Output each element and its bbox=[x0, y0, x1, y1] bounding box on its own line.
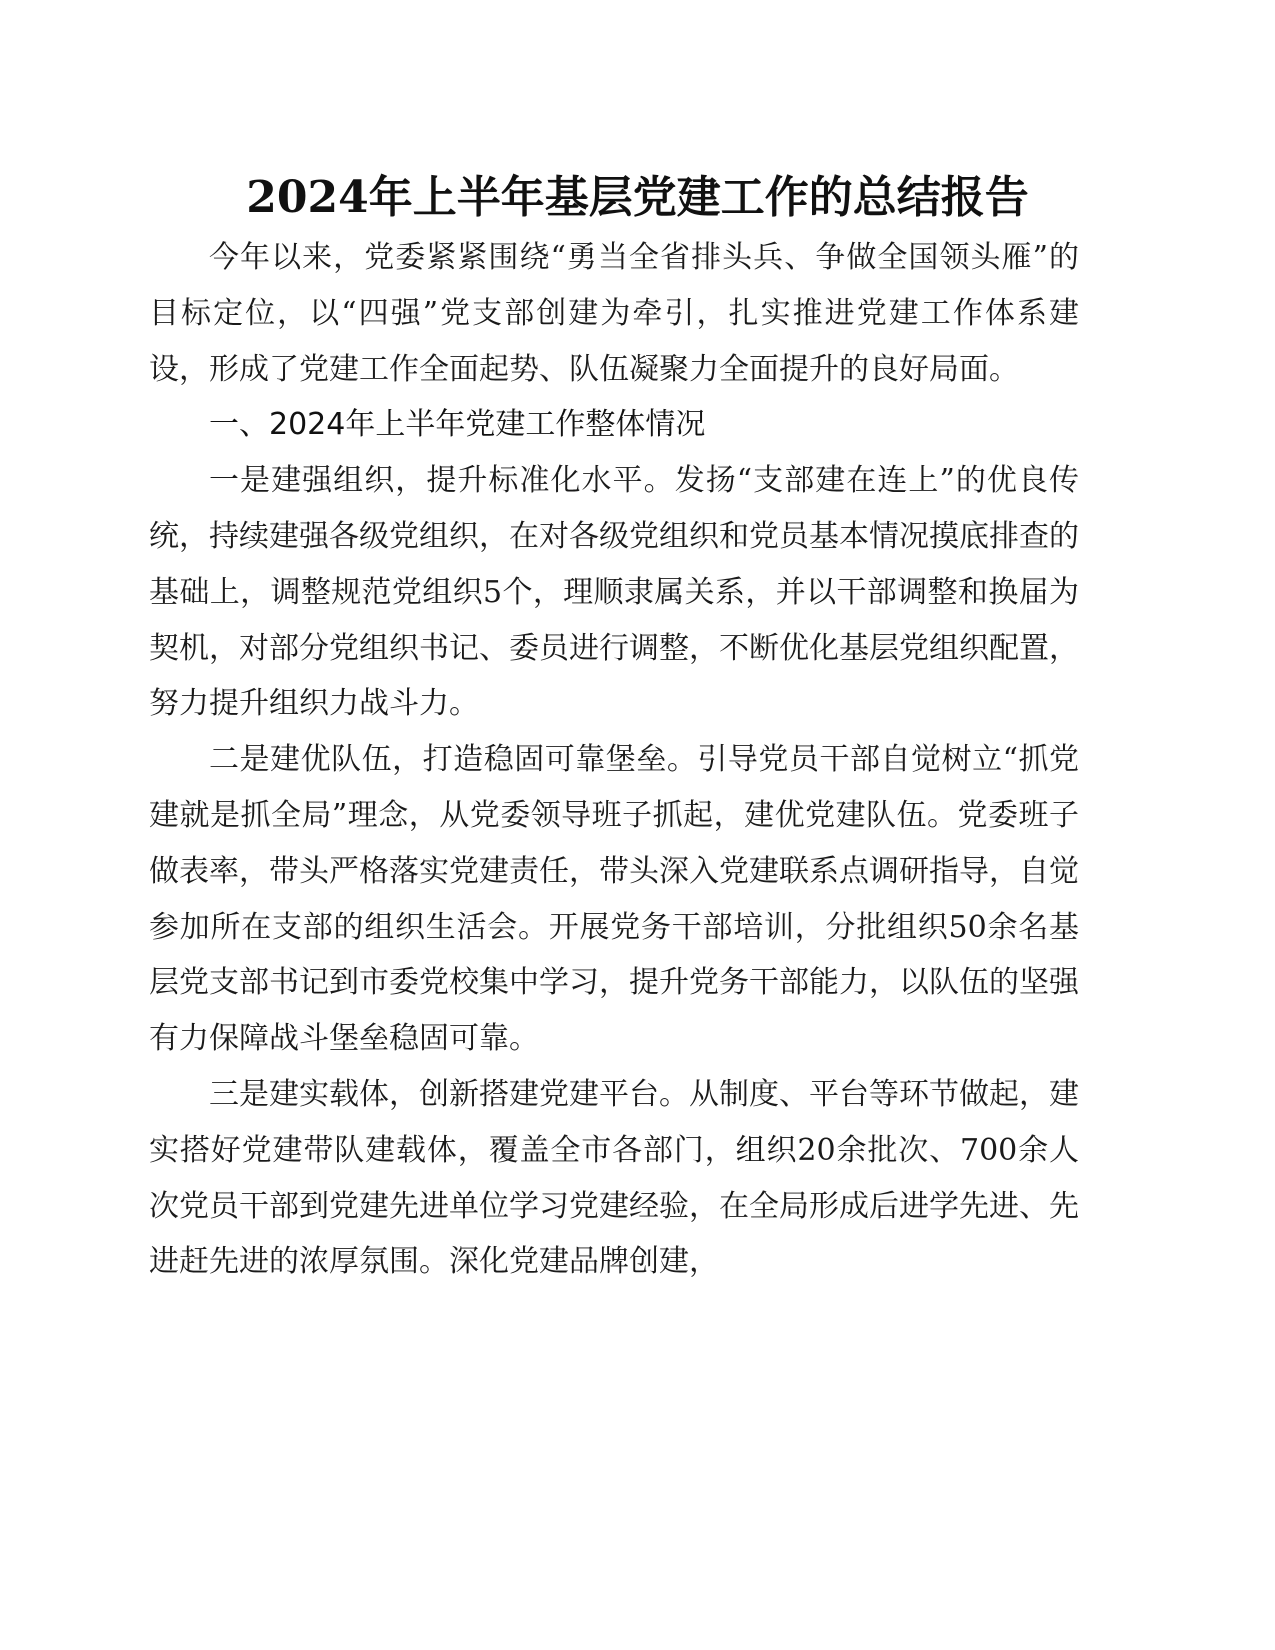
section-heading: 一、2024年上半年党建工作整体情况 bbox=[209, 407, 706, 443]
paragraph-platform: 三是建实载体，创新搭建党建平台。从制度、平台等环节做起，建实搭好党建带队建载体，覆盖全市各部门，组织20余批次、700余人次党员干部到党建先进单位学习党建经验，在全局形成后进学先进、先进赶先进的浓厚氛围。深化党建品牌创建， bbox=[149, 1076, 1079, 1280]
page-title: 2024年上半年基层党建工作的总结报告 bbox=[246, 172, 1029, 223]
paragraph-organization: 一是建强组织，提升标准化水平。发扬“支部建在连上”的优良传统，持续建强各级党组织，在对各级党组织和党员基本情况摸底排查的基础上，调整规范党组织5个，理顺隶属关系，并以干部调整和换届为契机，对部分党组织书记、委员进行调整，不断优化基层党组织配置，努力提升组织力战斗力。 bbox=[149, 463, 1079, 722]
paragraph-team: 二是建优队伍，打造稳固可靠堡垒。引导党员干部自觉树立“抓党建就是抓全局”理念，从党委领导班子抓起，建优党建队伍。党委班子做表率，带头严格落实党建责任，带头深入党建联系点调研指导，自觉参加所在支部的组织生活会。开展党务干部培训，分批组织50余名基层党支部书记到市委党校集中学习，提升党务干部能力，以队伍的坚强有力保障战斗堡垒稳固可靠。 bbox=[149, 742, 1079, 1057]
intro-paragraph: 今年以来，党委紧紧围绕“勇当全省排头兵、争做全国领头雁”的目标定位，以“四强”党支部创建为牵引，扎实推进党建工作体系建设，形成了党建工作全面起势、队伍凝聚力全面提升的良好局面。 bbox=[149, 240, 1079, 387]
document-body bbox=[149, 230, 1079, 1290]
